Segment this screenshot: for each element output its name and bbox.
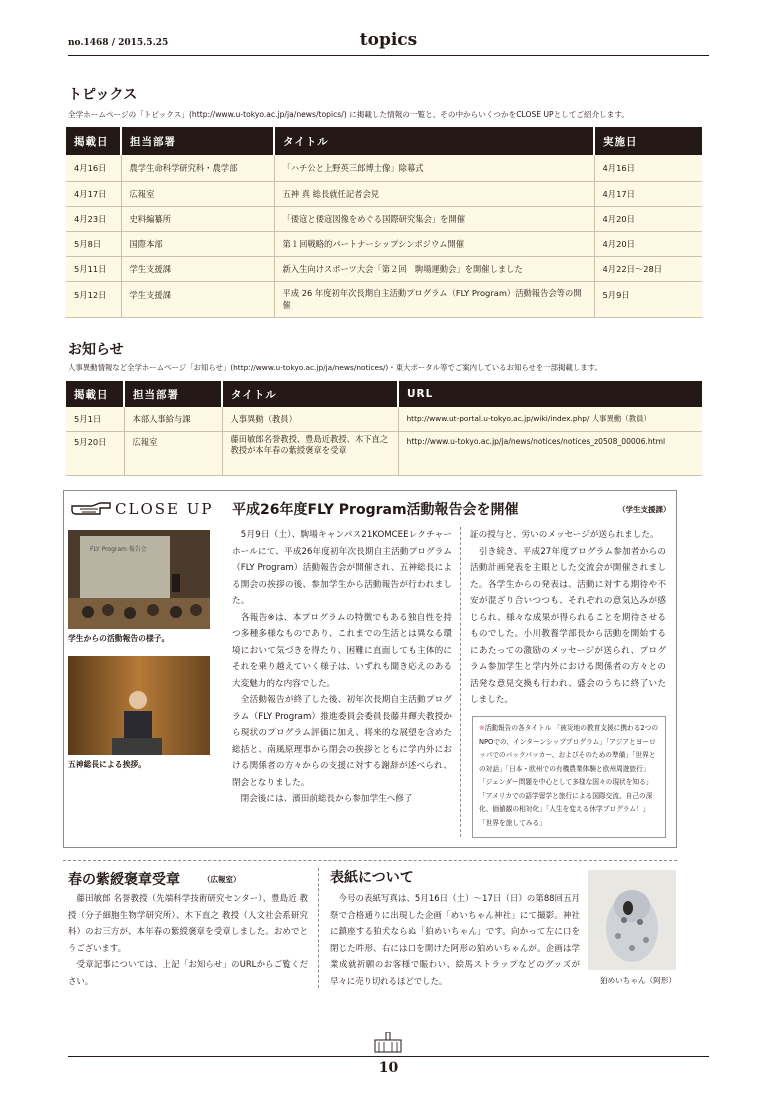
award-dept: （広報室）	[203, 875, 241, 884]
row-date: 4月23日	[66, 206, 121, 231]
table-row[interactable]	[66, 431, 702, 475]
table-row[interactable]	[66, 231, 702, 256]
topics-table	[66, 127, 702, 318]
topics-header-row	[66, 127, 702, 155]
section-divider	[63, 860, 677, 861]
notices-table	[66, 381, 702, 476]
notices-header-row	[66, 381, 702, 407]
report-titles-note	[472, 716, 666, 838]
row-dept: 学生支援課	[121, 256, 274, 281]
closeup-body-column-2: 証の授与と、労いのメッセージが送られました。 引き続き、平成27年度プログラム参加者からの活動計画発表を主眼とした交流会が開催されました。各学生からの発表は、活動に対する期待や不安が混ざり合いつつも、それぞれの意気込みが感じられ、様々な成果が得られることを期待させるものでした。小川教養学部長から活動を開始するにあたっての激励のメッセージが送られ、プログラム参加学生と学内外における関係者の方々との活発な意見交換も行われ、盛会のうちに終了いたしました。	[470, 530, 666, 705]
notices-description: 人事異動情報など全学ホームページ「お知らせ」(http://www.u-tokyo.ac.jp/ja/news/notices/)・東大ポータル等でご案内しているお知らせを一部掲載します。	[68, 363, 602, 372]
table-row[interactable]	[66, 281, 702, 317]
topics-heading: トピックス	[68, 87, 138, 103]
row-title: 人事異動（教員）	[222, 407, 398, 431]
header-rule	[68, 55, 709, 56]
page-number: 10	[378, 1060, 399, 1076]
table-row[interactable]	[66, 407, 702, 431]
row-date: 5月20日	[66, 431, 124, 475]
caption-president-greeting: 五神総長による挨拶。	[68, 760, 146, 769]
closeup-label: CLOSE UP	[115, 500, 214, 518]
table-row[interactable]	[66, 256, 702, 281]
cover-photo-caption: 狛めいちゃん（阿形）	[600, 976, 676, 985]
notices-heading: お知らせ	[68, 342, 124, 358]
col-title: タイトル	[274, 127, 594, 155]
photo-student-report	[68, 530, 210, 629]
row-held: 4月17日	[594, 181, 702, 206]
row-date: 5月11日	[66, 256, 121, 281]
row-title[interactable]: 平成 26 年度初年次長期自主活動プログラム（FLY Program）活動報告会等の開催	[274, 281, 594, 317]
row-held: 5月9日	[594, 281, 702, 317]
table-row[interactable]	[66, 181, 702, 206]
col-dept: 担当部署	[121, 127, 274, 155]
row-url[interactable]: http://www.u-tokyo.ac.jp/ja/news/notices/notices_z0508_00006.html	[398, 431, 702, 475]
row-dept: 広報室	[121, 181, 274, 206]
row-held: 4月22日～28日	[594, 256, 702, 281]
row-dept: 農学生命科学研究科・農学部	[121, 155, 274, 181]
closeup-body-column-1: 5月9日（土）、駒場キャンパス21KOMCEEレクチャーホールにて、平成26年度初年次長期自主活動プログラム（FLY Program）活動報告会が開催され、五神総長による開会の挨拶の後、参加学生から活動報告が行われました。 各報告※は、本プログラムの特徴でもある独自性を持つ多種多様なものであり、これまでの生活とは異なる環境において気づきを得たり、困難に直面しても主体的にそれを乗り越えていく様子は、いずれも聞き応えのある大変魅力的な内容でした。 全活動報告が終了した後、初年次長期自主活動プログラム（FLY Program）推進委員会委員長藤井輝夫教授から現状のプログラム評価に加え、将来的な展望を含めた総括と、南風原理事から閉会の挨拶とともに学内外における関係者の方々からの支援に対する謝辞が述べられ、閉会となりました。 閉会後には、濱田前総長から参加学生へ修了	[232, 530, 452, 804]
note-marker: ※	[479, 724, 485, 732]
row-dept: 広報室	[124, 431, 222, 475]
slide-text: FLY Program 報告会	[90, 546, 147, 553]
bottom-column-divider	[318, 868, 319, 988]
row-dept: 本部人事給与課	[124, 407, 222, 431]
col-dept: 担当部署	[124, 381, 222, 407]
award-body: 藤田敏郎 名誉教授（先端科学技術研究センター）、豊島近 教授（分子細胞生物学研究所）、木下直之 教授（人文社会系研究科）のお三方が、本年春の紫綬褒章を受章しました。おめでとうございます。 受章記事については、上記「お知らせ」のURLからご覧ください。	[68, 893, 308, 986]
row-date: 5月8日	[66, 231, 121, 256]
note-text: 活動報告の各タイトル 「被災地の教育支援に携わる2つのNPOでの、インターンシッププログラム」「アジアとヨーロッパでのバックパッカー、およびそのための準備」「世界との対話」「日本・欧州での有機農業体験と欧州周遊旅行」「ジェンダー問題を中心として多様な国々の現状を知る」「アメリカでの語学留学と旅行による国際交流、自己の深化、価値観の相対化」「人生を変える休学プログラム！」「世界を旅してみる」	[479, 724, 659, 827]
row-dept: 学生支援課	[121, 281, 274, 317]
table-row[interactable]	[66, 155, 702, 181]
table-row[interactable]	[66, 206, 702, 231]
col-title: タイトル	[222, 381, 398, 407]
row-title[interactable]: 第１回戦略的パートナーシップシンポジウム開催	[274, 231, 594, 256]
row-dept: 史料編纂所	[121, 206, 274, 231]
building-logo-icon	[372, 1032, 404, 1054]
cover-title: 表紙について	[330, 870, 414, 886]
pointing-hand-icon	[70, 500, 112, 520]
row-dept: 国際本部	[121, 231, 274, 256]
section-title: topics	[359, 30, 418, 50]
row-title[interactable]: 「倭寇と倭寇図像をめぐる国際研究集会」を開催	[274, 206, 594, 231]
row-title[interactable]: 五神 真 総長就任記者会見	[274, 181, 594, 206]
row-date: 4月16日	[66, 155, 121, 181]
column-divider	[460, 527, 461, 837]
photo-koma-meichan	[588, 870, 676, 970]
row-date: 4月17日	[66, 181, 121, 206]
issue-label: no.1468 / 2015.5.25	[68, 38, 169, 48]
footer-rule	[68, 1056, 709, 1057]
row-title[interactable]: 「ハチ公と上野英三郎博士像」除幕式	[274, 155, 594, 181]
row-held: 4月20日	[594, 206, 702, 231]
closeup-title: 平成26年度FLY Program活動報告会を開催	[232, 502, 519, 518]
row-title: 藤田敏郎名誉教授、豊島近教授、木下直之教授が本年春の紫綬褒章を受章	[222, 431, 398, 475]
col-url: URL	[398, 381, 702, 407]
award-title: 春の紫綬褒章受章	[68, 872, 180, 888]
col-date: 掲載日	[66, 381, 124, 407]
caption-student-report: 学生からの活動報告の様子。	[68, 634, 170, 643]
col-held: 実施日	[594, 127, 702, 155]
photo-president-greeting	[68, 656, 210, 755]
row-title[interactable]: 新入生向けスポーツ大会「第２回 駒場運動会」を開催しました	[274, 256, 594, 281]
row-held: 4月16日	[594, 155, 702, 181]
topics-description: 全学ホームページの「トピックス」(http://www.u-tokyo.ac.jp/ja/news/topics/) に掲載した情報の一覧と、その中からいくつかをCLOSE UPとしてご紹介します。	[68, 110, 629, 119]
row-held: 4月20日	[594, 231, 702, 256]
col-date: 掲載日	[66, 127, 121, 155]
closeup-dept: （学生支援課）	[618, 505, 671, 514]
row-date: 5月12日	[66, 281, 121, 317]
cover-body: 今号の表紙写真は、5月16日（土）～17日（日）の第88回五月祭で合格通りに出現した企画「めいちゃん神社」にて撮影。神社に鎮座する狛犬ならぬ「狛めいちゃん」です。向かって左に口を閉じた吽形、右には口を開けた阿形の狛めいちゃんが。企画は学業成就祈願のお客様で賑わい、絵馬ストラップなどのグッズが早々に売り切れるほどでした。	[330, 893, 580, 986]
row-url[interactable]: http://www.ut-portal.u-tokyo.ac.jp/wiki/index.php/ 人事異動（教員）	[398, 407, 702, 431]
row-date: 5月1日	[66, 407, 124, 431]
